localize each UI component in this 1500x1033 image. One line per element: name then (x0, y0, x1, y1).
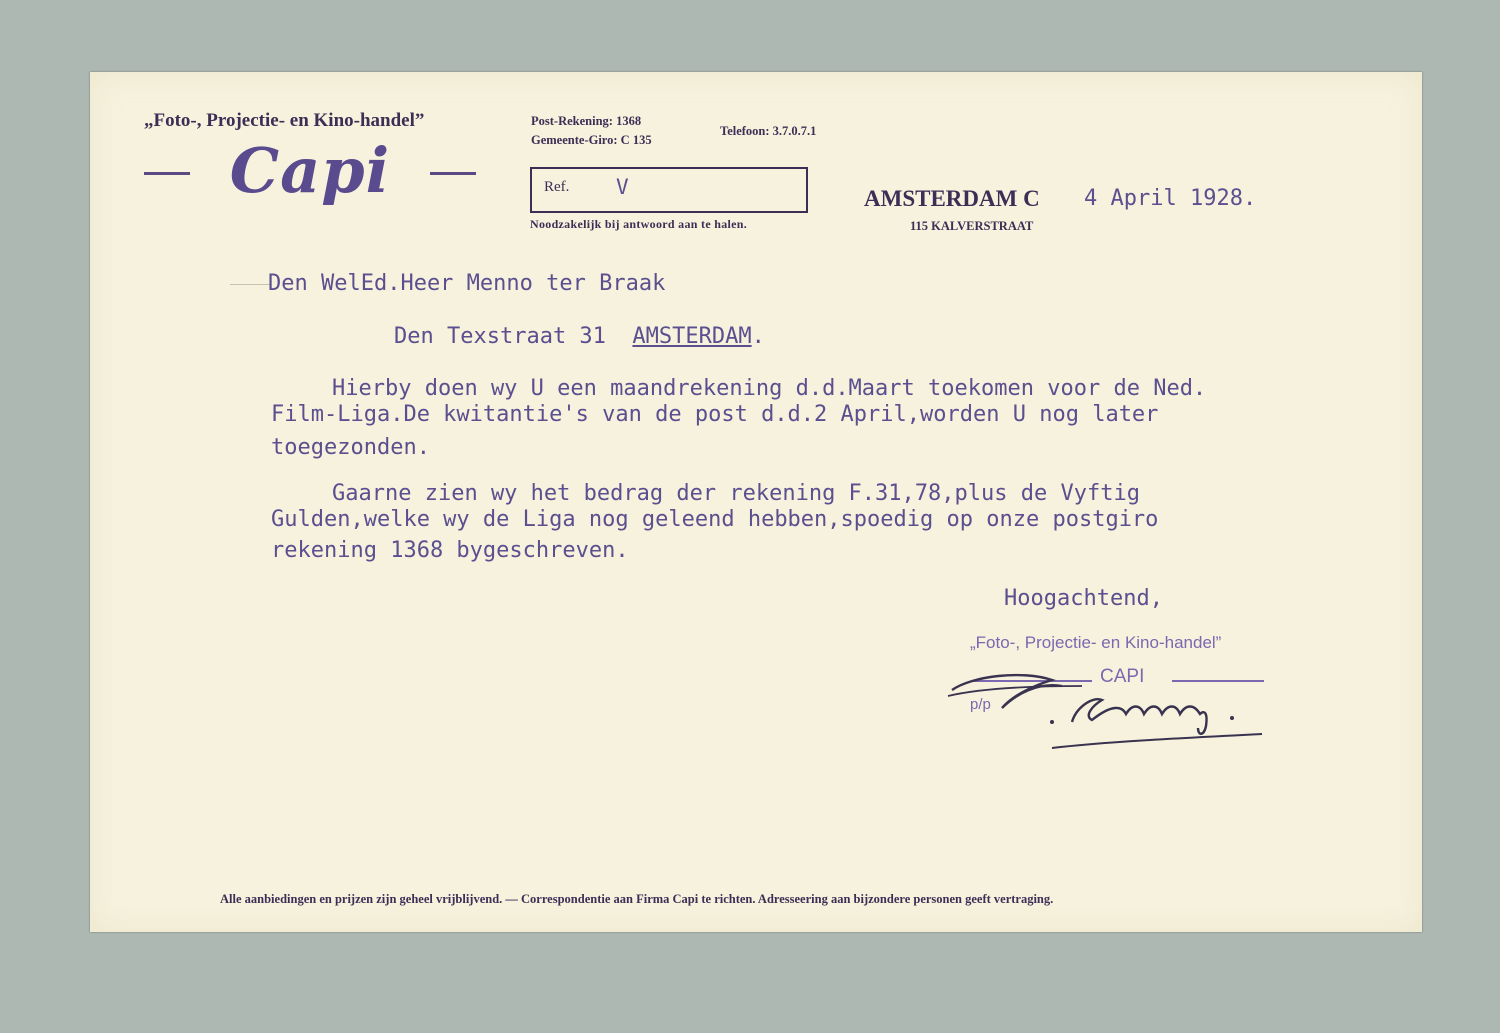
letterhead-tagline: „Foto-, Projectie- en Kino-handel” (144, 110, 425, 131)
paragraph1-line1: Hierby doen wy U een maandrekening d.d.Maart toekomen voor de Ned. (332, 376, 1207, 401)
paragraph1-line3: toegezonden. (271, 435, 430, 460)
address-end: . (751, 324, 765, 349)
reference-note: Noodzakelijk bij antwoord aan te halen. (530, 217, 748, 231)
address-city: AMSTERDAM (632, 324, 752, 349)
paragraph2-line3: rekening 1368 bygeschreven. (271, 538, 629, 563)
reference-box (530, 167, 808, 213)
letterhead-city: AMSTERDAM C (864, 186, 1040, 211)
addressee: Den WelEd.Heer Menno ter Braak (268, 271, 666, 296)
post-rekening: Post-Rekening: 1368 (531, 114, 642, 128)
stamp-pp: p/p (970, 696, 991, 713)
logo-dash-left (144, 172, 190, 175)
account-info (531, 112, 652, 150)
capi-logo (144, 134, 476, 206)
address-guide-line (230, 284, 270, 285)
paragraph2-line1: Gaarne zien wy het bedrag der rekening F.31,78,plus de Vyftig (332, 481, 1140, 506)
address-line (394, 324, 765, 349)
ref-label: Ref. (544, 179, 570, 195)
paragraph2-line2: Gulden,welke wy de Liga nog geleend hebben,spoedig op onze postgiro (271, 507, 1159, 532)
paragraph1-line2: Film-Liga.De kwitantie's van de post d.d.2 April,worden U nog later (271, 402, 1159, 427)
stamp-firm: „Foto-, Projectie- en Kino-handel” (970, 633, 1222, 652)
logo-dash-right (430, 172, 476, 175)
ref-value: V (616, 175, 629, 199)
stamp-name: CAPI (1100, 666, 1145, 687)
closing: Hoogachtend, (1004, 586, 1163, 611)
handwritten-signature (942, 656, 1302, 756)
gemeente-giro: Gemeente-Giro: C 135 (531, 133, 652, 147)
telephone: Telefoon: 3.7.0.7.1 (720, 124, 817, 138)
logo-wordmark: Capi (229, 134, 391, 207)
letter-sheet (90, 72, 1422, 932)
letterhead-street: 115 KALVERSTRAAT (910, 219, 1034, 233)
footer-note: Alle aanbiedingen en prijzen zijn geheel vrijblijvend. — Correspondentie aan Firma Capi te richten. Adresseering aan bijzondere personen geeft vertraging. (220, 892, 1054, 906)
letter-date: 4 April 1928. (1084, 186, 1257, 211)
address-street: Den Texstraat 31 (394, 324, 606, 349)
